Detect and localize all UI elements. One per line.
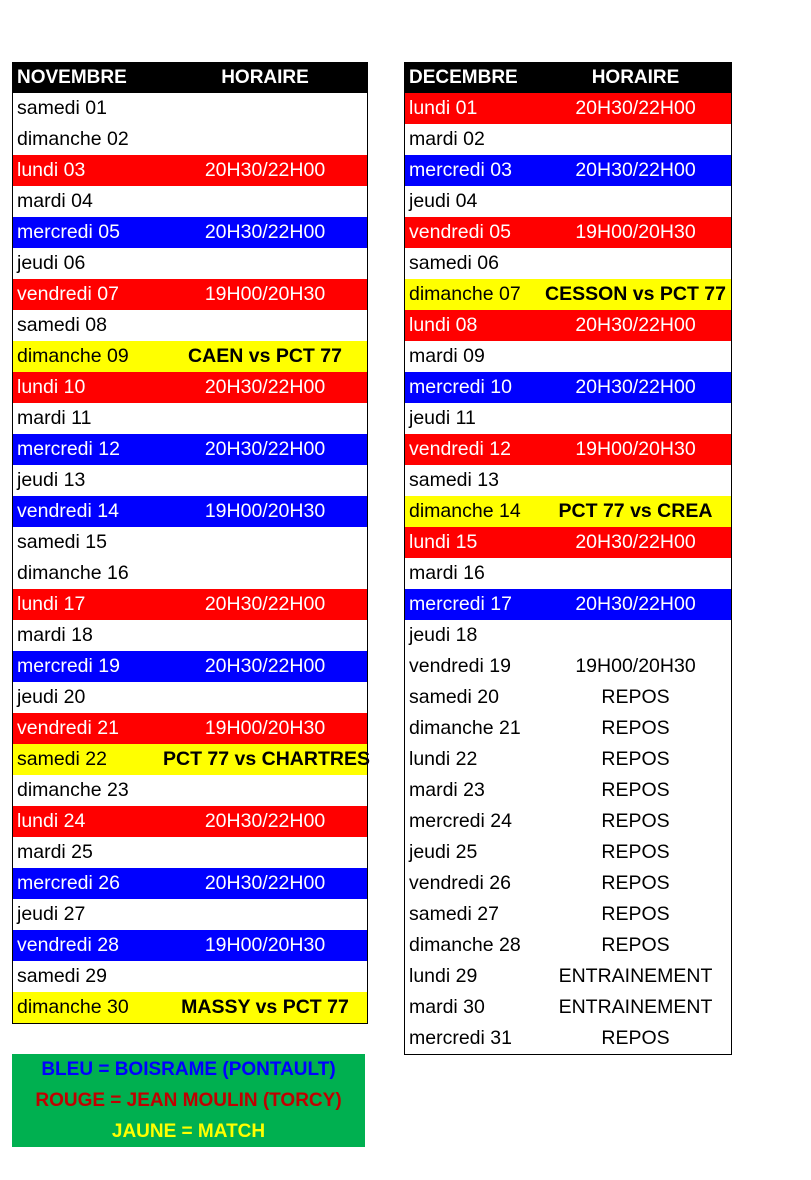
schedule-row: [13, 248, 367, 279]
schedule-row: [13, 558, 367, 589]
day-cell: mardi 30: [409, 996, 485, 1018]
schedule-row: [405, 589, 731, 620]
schedule-row: [405, 1023, 731, 1054]
schedule-row: [13, 589, 367, 620]
schedule-row: [13, 310, 367, 341]
day-cell: lundi 03: [17, 159, 86, 181]
time-cell: 20H30/22H00: [575, 97, 696, 119]
time-cell: 19H00/20H30: [204, 934, 326, 956]
schedule-row: [405, 310, 731, 341]
schedule-row: [13, 961, 367, 992]
day-cell: mardi 02: [409, 128, 485, 150]
schedule-row: [13, 682, 367, 713]
schedule-row: [405, 279, 731, 310]
schedule-row: [405, 434, 731, 465]
day-cell: vendredi 19: [409, 655, 511, 677]
time-cell: 19H00/20H30: [575, 221, 696, 243]
schedule-row: [13, 899, 367, 930]
schedule-row: [13, 372, 367, 403]
day-cell: lundi 29: [409, 965, 478, 987]
time-cell: 20H30/22H00: [204, 438, 326, 460]
day-cell: mardi 09: [409, 345, 485, 367]
time-cell: REPOS: [601, 748, 670, 770]
december-header-row: [405, 63, 731, 93]
time-cell: 20H30/22H00: [575, 376, 696, 398]
time-cell: 20H30/22H00: [204, 810, 326, 832]
time-cell: CESSON vs PCT 77: [545, 283, 726, 305]
november-rows: [13, 93, 370, 1023]
day-cell: dimanche 09: [17, 345, 129, 367]
schedule-row: [13, 651, 367, 682]
december-rows: [405, 93, 731, 1054]
time-cell: REPOS: [601, 686, 670, 708]
schedule-row: [13, 186, 367, 217]
time-cell: 20H30/22H00: [204, 221, 326, 243]
day-cell: mardi 11: [17, 407, 92, 429]
schedule-row: [405, 248, 731, 279]
day-cell: jeudi 13: [17, 469, 86, 491]
day-cell: lundi 17: [17, 593, 86, 615]
day-cell: mercredi 17: [409, 593, 512, 615]
day-cell: mercredi 05: [17, 221, 120, 243]
schedule-row: [405, 930, 731, 961]
day-cell: mardi 16: [409, 562, 485, 584]
day-cell: jeudi 20: [17, 686, 86, 708]
time-cell: 20H30/22H00: [204, 593, 326, 615]
schedule-row: [13, 217, 367, 248]
schedule-row: [405, 403, 731, 434]
schedule-row: [405, 186, 731, 217]
day-cell: mercredi 24: [409, 810, 512, 832]
schedule-row: [405, 341, 731, 372]
time-cell: 19H00/20H30: [575, 438, 696, 460]
day-cell: mardi 18: [17, 624, 93, 646]
schedule-row: [405, 527, 731, 558]
day-cell: dimanche 28: [409, 934, 521, 956]
day-cell: dimanche 14: [409, 500, 521, 522]
time-cell: 20H30/22H00: [575, 159, 696, 181]
time-cell: REPOS: [601, 934, 670, 956]
time-cell: 20H30/22H00: [204, 872, 326, 894]
time-cell: CAEN vs PCT 77: [188, 345, 342, 367]
schedule-row: [13, 434, 367, 465]
day-cell: lundi 22: [409, 748, 478, 770]
schedule-row: [13, 124, 367, 155]
schedule-row: [13, 806, 367, 837]
month-header-november: NOVEMBRE: [17, 67, 127, 88]
time-cell: 19H00/20H30: [575, 655, 696, 677]
schedule-row: [13, 496, 367, 527]
day-cell: samedi 15: [17, 531, 107, 553]
schedule-row: [405, 496, 731, 527]
schedule-row: [13, 868, 367, 899]
schedule-row: [405, 682, 731, 713]
day-cell: jeudi 25: [409, 841, 478, 863]
day-cell: dimanche 02: [17, 128, 129, 150]
time-cell: REPOS: [601, 1027, 670, 1049]
schedule-row: [405, 899, 731, 930]
schedule-row: [13, 341, 367, 372]
day-cell: vendredi 28: [17, 934, 119, 956]
december-schedule-table: [404, 62, 732, 1055]
time-cell: 20H30/22H00: [204, 376, 326, 398]
day-cell: samedi 06: [409, 252, 499, 274]
schedule-row: [405, 155, 731, 186]
day-cell: dimanche 23: [17, 779, 129, 801]
day-cell: dimanche 21: [409, 717, 521, 739]
day-cell: lundi 24: [17, 810, 86, 832]
schedule-row: [13, 837, 367, 868]
schedule-row: [405, 558, 731, 589]
day-cell: mardi 25: [17, 841, 93, 863]
time-cell: ENTRAINEMENT: [558, 965, 713, 987]
schedule-row: [13, 155, 367, 186]
schedule-row: [405, 713, 731, 744]
schedule-row: [13, 279, 367, 310]
time-cell: PCT 77 vs CHARTRES: [163, 748, 370, 770]
time-header-november: HORAIRE: [221, 67, 309, 88]
schedule-row: [13, 744, 370, 775]
day-cell: samedi 29: [17, 965, 107, 987]
schedule-row: [405, 93, 731, 124]
day-cell: jeudi 06: [17, 252, 86, 274]
day-cell: mercredi 03: [409, 159, 512, 181]
schedule-row: [405, 775, 731, 806]
day-cell: mercredi 10: [409, 376, 512, 398]
day-cell: dimanche 07: [409, 283, 521, 305]
day-cell: samedi 22: [17, 748, 107, 770]
schedule-row: [405, 837, 731, 868]
time-cell: 20H30/22H00: [575, 531, 696, 553]
schedule-row: [405, 217, 731, 248]
day-cell: mercredi 31: [409, 1027, 512, 1049]
day-cell: mardi 04: [17, 190, 93, 212]
schedule-row: [13, 620, 367, 651]
day-cell: lundi 10: [17, 376, 86, 398]
time-cell: MASSY vs PCT 77: [181, 996, 349, 1018]
schedule-row: [13, 403, 367, 434]
day-cell: jeudi 27: [17, 903, 86, 925]
color-legend: [12, 1054, 365, 1147]
day-cell: vendredi 14: [17, 500, 119, 522]
day-cell: dimanche 30: [17, 996, 129, 1018]
schedule-row: [13, 465, 367, 496]
schedule-row: [405, 620, 731, 651]
day-cell: lundi 15: [409, 531, 478, 553]
day-cell: samedi 01: [17, 97, 107, 119]
day-cell: samedi 08: [17, 314, 107, 336]
time-cell: 20H30/22H00: [204, 159, 326, 181]
time-cell: 20H30/22H00: [204, 655, 326, 677]
time-cell: REPOS: [601, 872, 670, 894]
schedule-row: [405, 465, 731, 496]
november-header-row: [13, 63, 367, 93]
time-cell: 19H00/20H30: [204, 500, 326, 522]
schedule-row: [405, 124, 731, 155]
schedule-row: [13, 527, 367, 558]
time-cell: REPOS: [601, 810, 670, 832]
schedule-row: [405, 651, 731, 682]
time-cell: 19H00/20H30: [204, 717, 326, 739]
schedule-row: [405, 372, 731, 403]
legend-yellow: JAUNE = MATCH: [111, 1121, 266, 1142]
month-header-december: DECEMBRE: [409, 67, 518, 88]
day-cell: jeudi 18: [409, 624, 478, 646]
time-header-december: HORAIRE: [591, 67, 680, 88]
schedule-row: [405, 868, 731, 899]
schedule-row: [405, 744, 731, 775]
day-cell: samedi 20: [409, 686, 499, 708]
day-cell: jeudi 11: [409, 407, 476, 429]
day-cell: vendredi 26: [409, 872, 511, 894]
schedule-row: [13, 93, 367, 124]
day-cell: mercredi 26: [17, 872, 120, 894]
legend-blue: BLEU = BOISRAME (PONTAULT): [41, 1059, 336, 1080]
schedule-row: [405, 992, 731, 1023]
time-cell: ENTRAINEMENT: [558, 996, 713, 1018]
time-cell: REPOS: [601, 841, 670, 863]
day-cell: vendredi 05: [409, 221, 511, 243]
november-schedule-table: [12, 62, 368, 1024]
time-cell: REPOS: [601, 717, 670, 739]
schedule-row: [405, 961, 731, 992]
day-cell: vendredi 12: [409, 438, 511, 460]
day-cell: mercredi 12: [17, 438, 120, 460]
schedule-row: [13, 992, 367, 1023]
day-cell: vendredi 07: [17, 283, 119, 305]
time-cell: 20H30/22H00: [575, 593, 696, 615]
time-cell: REPOS: [601, 903, 670, 925]
day-cell: samedi 27: [409, 903, 499, 925]
day-cell: jeudi 04: [409, 190, 478, 212]
day-cell: lundi 08: [409, 314, 478, 336]
day-cell: mardi 23: [409, 779, 485, 801]
schedule-row: [405, 806, 731, 837]
day-cell: vendredi 21: [17, 717, 119, 739]
time-cell: REPOS: [601, 779, 670, 801]
day-cell: dimanche 16: [17, 562, 129, 584]
day-cell: lundi 01: [409, 97, 478, 119]
day-cell: mercredi 19: [17, 655, 120, 677]
time-cell: 19H00/20H30: [204, 283, 326, 305]
time-cell: 20H30/22H00: [575, 314, 696, 336]
time-cell: PCT 77 vs CREA: [558, 500, 713, 522]
schedule-row: [13, 930, 367, 961]
legend-red: ROUGE = JEAN MOULIN (TORCY): [35, 1090, 342, 1111]
day-cell: samedi 13: [409, 469, 499, 491]
schedule-row: [13, 775, 367, 806]
schedule-row: [13, 713, 367, 744]
